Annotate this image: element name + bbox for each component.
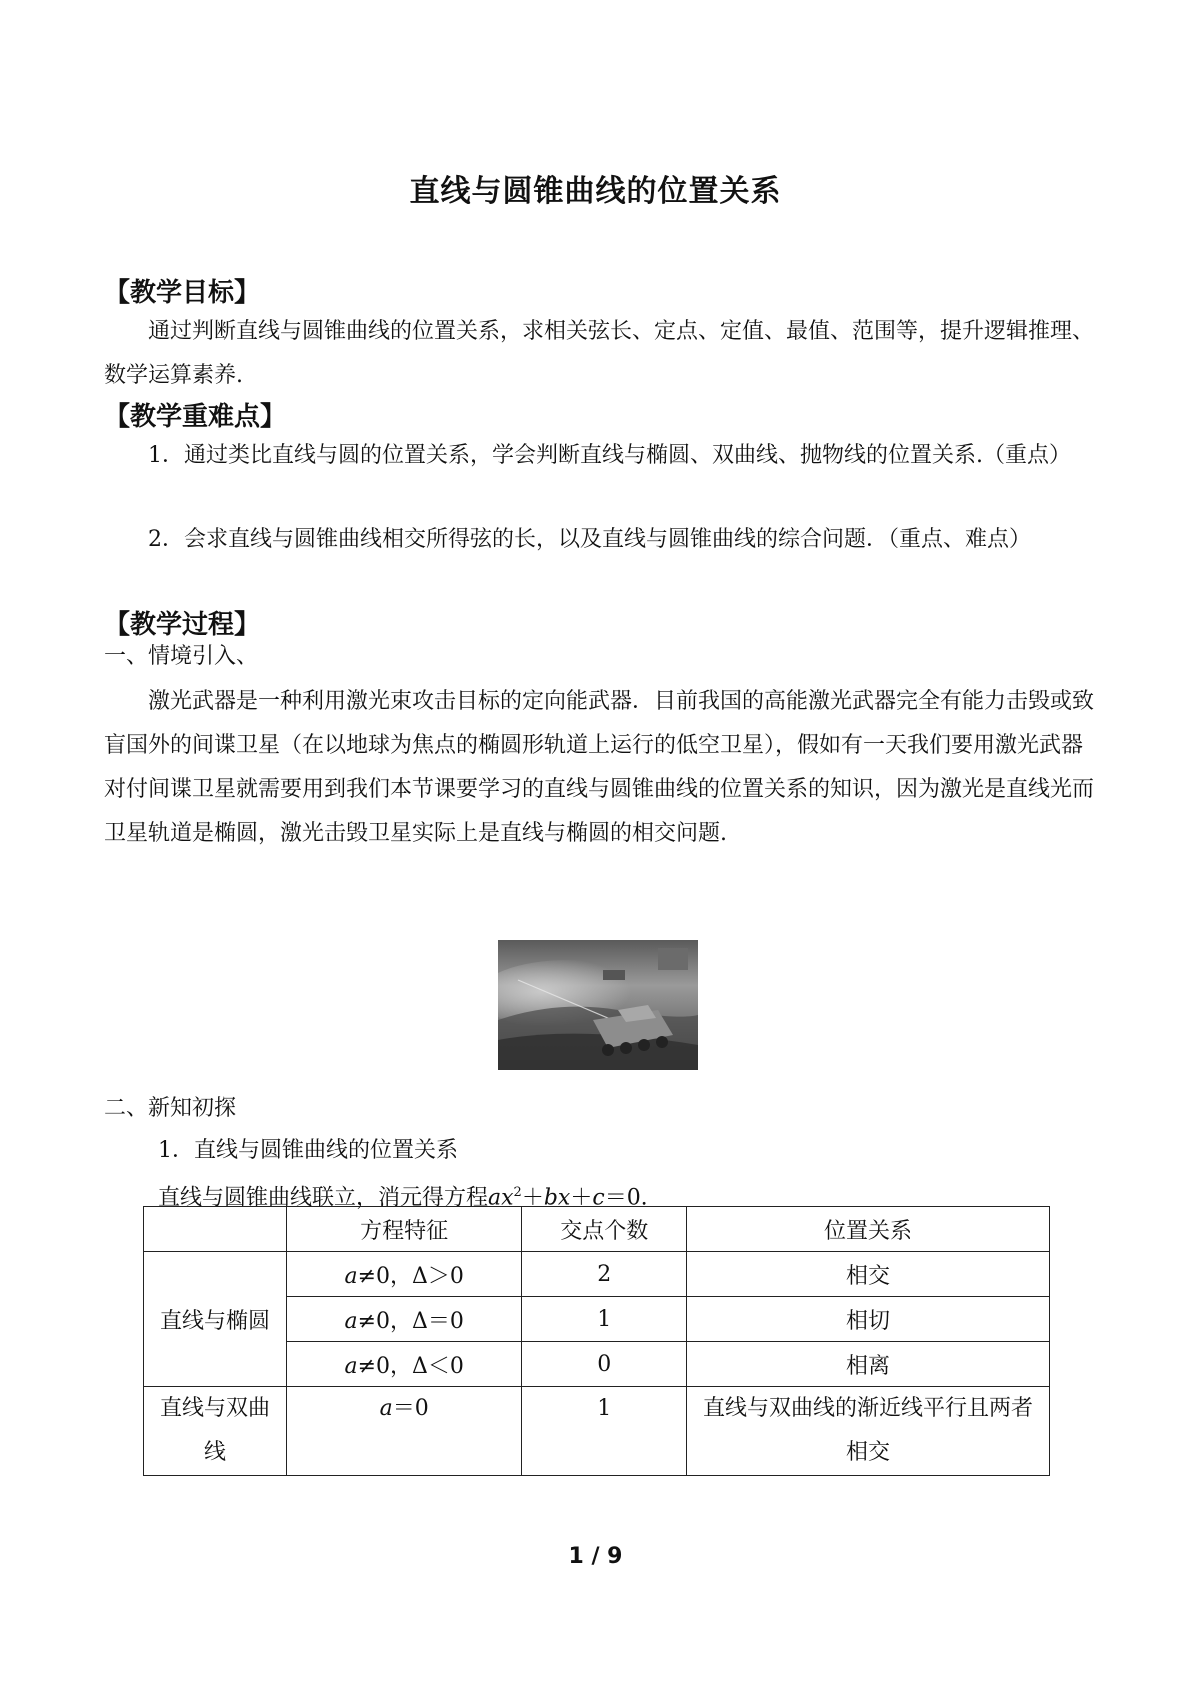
- subsection-1: 1．直线与圆锥曲线的位置关系: [158, 1138, 458, 1163]
- eq-term-a: ax: [488, 1185, 514, 1211]
- condition-cell: [286, 1297, 522, 1342]
- eq-plus-1: ＋: [521, 1185, 544, 1211]
- count-cell: 0: [522, 1342, 687, 1387]
- page-title: 直线与圆锥曲线的位置关系: [409, 174, 782, 209]
- section-intro: 一、情境引入、: [104, 644, 259, 669]
- condition-text: ≠0，Δ＜0: [357, 1353, 464, 1379]
- table-row: [144, 1387, 1050, 1476]
- relation-cell: 相切: [687, 1297, 1050, 1342]
- eq-plus-2: ＋: [570, 1185, 593, 1211]
- process-heading: 【教学过程】: [104, 610, 261, 640]
- key-point-1: 1．通过类比直线与圆的位置关系，学会判断直线与椭圆、双曲线、抛物线的位置关系.（重点）: [148, 443, 1071, 468]
- table-row: [144, 1252, 1050, 1297]
- equation-prefix: 直线与圆锥曲线联立，消元得方程: [158, 1185, 489, 1211]
- section-new-knowledge: 二、新知初探: [104, 1096, 237, 1121]
- position-relation-table: [143, 1206, 1050, 1476]
- condition-text: ≠0，Δ＞0: [357, 1263, 464, 1289]
- count-cell: 2: [522, 1252, 687, 1297]
- eq-exponent: 2: [513, 1185, 522, 1200]
- table-header-cell: 方程特征: [286, 1207, 522, 1252]
- count-cell: 1: [522, 1297, 687, 1342]
- table-header-cell: 位置关系: [687, 1207, 1050, 1252]
- condition-cell: [286, 1252, 522, 1297]
- condition-text: ＝0: [392, 1396, 429, 1421]
- condition-var: a: [344, 1353, 358, 1379]
- laser-weapon-illustration: [498, 940, 698, 1070]
- condition-var: a: [344, 1308, 358, 1334]
- ellipse-label-cell: 直线与椭圆: [144, 1252, 287, 1387]
- relation-cell: 相交: [687, 1252, 1050, 1297]
- key-points-heading: 【教学重难点】: [104, 402, 287, 432]
- relation-cell: 相离: [687, 1342, 1050, 1387]
- eq-tail: ＝0.: [604, 1185, 648, 1211]
- relation-text: 直线与双曲线的渐近线平行且两者相交: [703, 1396, 1034, 1465]
- table-header-cell: 交点个数: [522, 1207, 687, 1252]
- objectives-text: 通过判断直线与圆锥曲线的位置关系，求相关弦长、定点、定值、最值、范围等，提升逻辑推理、数学运算素养.: [104, 319, 1095, 388]
- condition-var: a: [379, 1396, 393, 1421]
- table-header-cell: [144, 1207, 287, 1252]
- table-header-row: [144, 1207, 1050, 1252]
- eq-term-b: bx: [543, 1185, 571, 1211]
- page-number: 1 / 9: [568, 1544, 623, 1569]
- hyperbola-label-cell: [144, 1387, 287, 1476]
- count-cell: 1: [522, 1387, 687, 1476]
- condition-cell: [286, 1387, 522, 1476]
- condition-cell: [286, 1342, 522, 1387]
- objectives-heading: 【教学目标】: [104, 278, 261, 308]
- hyperbola-label: 直线与双曲线: [159, 1396, 270, 1465]
- condition-var: a: [344, 1263, 358, 1289]
- eq-term-c: c: [592, 1185, 605, 1211]
- intro-paragraph: 激光武器是一种利用激光束攻击目标的定向能武器．目前我国的高能激光武器完全有能力击毁或致盲国外的间谍卫星（在以地球为焦点的椭圆形轨道上运行的低空卫星），假如有一天我们要用激光武器对付间谍卫星就需要用到我们本节课要学习的直线与圆锥曲线的位置关系的知识，因为激光是直线光而卫星轨道是椭圆，激光击毁卫星实际上是直线与椭圆的相交问题.: [104, 689, 1095, 846]
- relation-cell: [687, 1387, 1050, 1476]
- key-point-2: 2．会求直线与圆锥曲线相交所得弦的长，以及直线与圆锥曲线的综合问题．（重点、难点）: [148, 527, 1032, 552]
- condition-text: ≠0，Δ＝0: [357, 1308, 464, 1334]
